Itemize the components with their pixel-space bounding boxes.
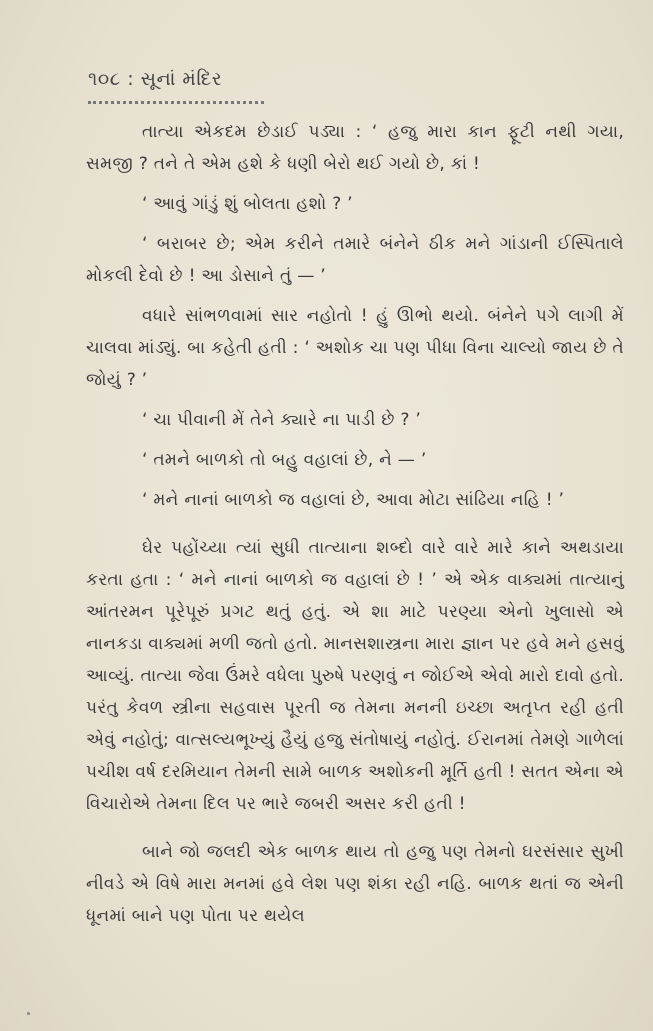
page-body	[86, 116, 624, 942]
paragraph-9: બાને જો જલદી એક બાળક થાય તો હજુ પણ તેમનો ઘરસંસાર સુખી નીવડે એ વિષે મારા મનમાં હવે લેશ પણ શંકા રહી નહિ. બાળક થતાં જ એની ધૂનમાં બાને પણ પોતા પર થયેલ	[86, 842, 624, 926]
paragraph-6: ‘ તમને બાળકો તો બહુ વહાલાં છે, ને — ’	[142, 450, 427, 470]
paragraph-1: તાત્યા એકદમ છેડાઈ પડ્યા : ‘ હજુ મારા કાન ફૂટી નથી ગયા, સમજી ? તને તે એમ હશે કે ધણી બેરો થઈ ગયો છે, કાં !	[86, 122, 624, 174]
paragraph-8: ઘેર પહોંચ્યા ત્યાં સુધી તાત્યાના શબ્દો વારે વારે મારે કાને અથડાયા કરતા હતા : ‘ મને નાનાં બાળકો જ વહાલાં છે ! ’ એ એક વાક્યમાં તાત્યાનું આંતરમન પૂરેપૂરું પ્રગટ થતું હતું. એ શા માટે પરણ્યા એનો ખુલાસો એ નાનકડા વાક્યમાં મળી જતો હતો. માનસશાસ્ત્રના મારા જ્ઞાન પર હવે મને હસવું આવ્યું. તાત્યા જેવા ઉંમરે વધેલા પુરુષે પરણવું ન જોઈએ એવો મારો દાવો હતો. પરંતુ કેવળ સ્ત્રીના સહવાસ પૂરતી જ તેમના મનની ઇચ્છા અતૃપ્ત રહી હતી એવું નહોતું; વાત્સલ્યભૂખ્યું હૈયું હજુ સંતોષાયું નહોતું. ઈરાનમાં તેમણે ગાળેલાં પચીશ વર્ષ દરમિયાન તેમની સામે બાળક અશોકની મૂર્તિ હતી ! સતત એના એ વિચારોએ તેમના દિલ પર ભારે જબરી અસર કરી હતી !	[86, 538, 624, 814]
header-divider	[88, 101, 264, 104]
page-speck	[27, 1012, 30, 1015]
paragraph-2: ‘ આવું ગાંડું શું બોલતા હશો ? ’	[142, 194, 353, 214]
paragraph-4: વધારે સાંભળવામાં સાર નહોતો ! હું ઊભો થયો. બંનેને પગે લાગી મેં ચાલવા માંડ્યું. બા કહેતી હતી : ‘ અશોક ચા પણ પીધા વિના ચાલ્યો જાય છે તે જોયું ? ’	[86, 306, 624, 390]
paragraph-3: ‘ બરાબર છે; એમ કરીને તમારે બંનેને ઠીક મને ગાંડાની ઈસ્પિતાલે મોકલી દેવો છે ! આ ડોસાને તું — ’	[86, 234, 624, 286]
paragraph-5: ‘ ચા પીવાની મેં તેને ક્યારે ના પાડી છે ? ’	[142, 410, 422, 430]
page-header: ૧૦૮ : સૂનાં મંદિર	[88, 68, 223, 90]
paragraph-7: ‘ મને નાનાં બાળકો જ વહાલાં છે, આવા મોટા સાંઢિયા નહિ ! ’	[142, 490, 565, 510]
